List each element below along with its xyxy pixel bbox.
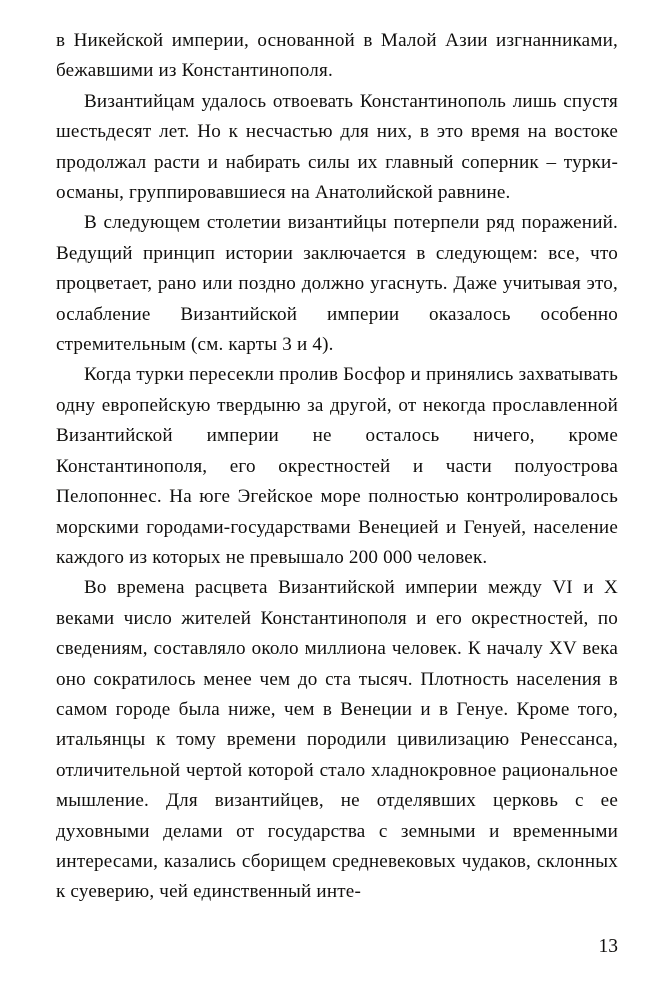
paragraph: Во времена расцвета Византийской империи между VI и X веками число жителей Константинополя и его окрестностей, по сведениям, составляло около миллиона человек. К началу XV века оно сократилось менее чем до ста тысяч. Плотность населения в самом городе была ниже, чем в Венеции и в Генуе. Кроме того, итальянцы к тому времени породили цивилизацию Ренессанса, отличительной чертой которой стало хладнокровное рациональное мышление. Для византийцев, не отделявших церковь с ее духовными делами от государства с земными и временными интересами, казались сборищем средневековых чудаков, склонных к суеверию, чей единственный инте- (56, 577, 618, 903)
paragraph: В следующем столетии византийцы потерпели ряд поражений. Ведущий принцип истории заключается в следующем: все, что процветает, рано или поздно должно угаснуть. Даже учитывая это, ослабление Византийской империи оказалось особенно стремительным (см. карты 3 и 4). (56, 212, 618, 356)
paragraph: Когда турки пересекли пролив Босфор и принялись захватывать одну европейскую твердыню за другой, от некогда прославленной Византийской империи не осталось ничего, кроме Константинополя, его окрестностей и части полуострова Пелопоннес. На юге Эгейское море полностью контролировалось морскими городами-государствами Венецией и Генуей, население каждого из которых не превышало 200 000 человек. (56, 364, 618, 568)
page-body (56, 26, 618, 908)
page-number: 13 (598, 935, 618, 957)
paragraph: Византийцам удалось отвоевать Константинополь лишь спустя шестьдесят лет. Но к несчастью для них, в это время на востоке продолжал расти и набирать силы их главный соперник – турки-османы, группировавшиеся на Анатолийской равнине. (56, 90, 618, 204)
paragraph: в Никейской империи, основанной в Малой Азии изгнанниками, бежавшими из Константинополя. (56, 30, 618, 82)
